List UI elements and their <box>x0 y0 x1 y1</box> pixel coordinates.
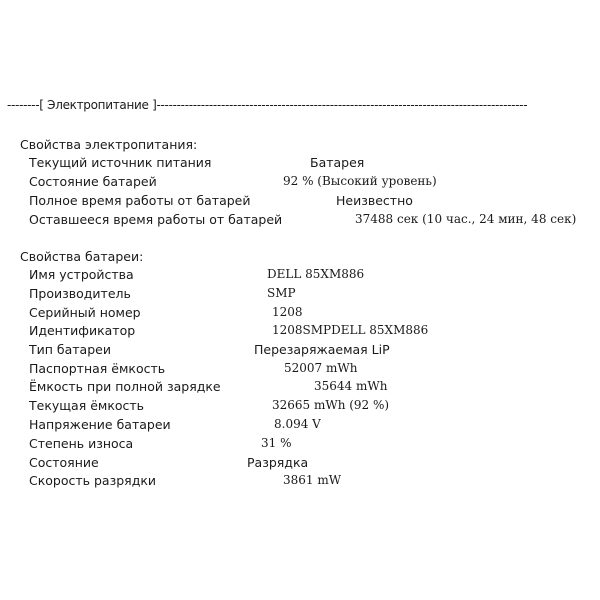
row-label: Состояние батарей <box>29 174 157 189</box>
row-label: Текущий источник питания <box>29 155 212 170</box>
row-label: Производитель <box>29 286 131 301</box>
battery-row-wear-level <box>0 436 600 454</box>
row-label: Паспортная ёмкость <box>29 361 166 376</box>
row-label: Напряжение батареи <box>29 417 171 432</box>
power-row-full-runtime <box>0 193 600 211</box>
row-value: 31 % <box>261 436 292 450</box>
row-value: 32665 mWh (92 %) <box>272 398 390 412</box>
row-label: Скорость разрядки <box>29 473 157 488</box>
row-label: Идентификатор <box>29 323 136 338</box>
section-header-power: --------[ Электропитание ]-------------------------------------------------------------------------------------------- <box>7 98 528 112</box>
row-label: Серийный номер <box>29 305 141 320</box>
row-value: 3861 mW <box>283 473 342 487</box>
row-value: 1208 <box>272 305 303 319</box>
battery-row-serial <box>0 305 600 323</box>
row-label: Степень износа <box>29 436 134 451</box>
battery-row-type <box>0 342 600 360</box>
row-value: Перезаряжаемая LiP <box>254 342 390 357</box>
battery-row-voltage <box>0 417 600 435</box>
row-value: Разрядка <box>247 455 309 470</box>
row-label: Имя устройства <box>29 267 134 282</box>
row-value: Неизвестно <box>336 193 413 208</box>
battery-row-current-capacity <box>0 398 600 416</box>
row-value: 35644 mWh <box>314 379 388 393</box>
row-value: 52007 mWh <box>284 361 358 375</box>
row-value: 8.094 V <box>274 417 321 431</box>
battery-row-full-charge-capacity <box>0 379 600 397</box>
battery-properties-title: Свойства батареи: <box>20 249 144 264</box>
power-row-source <box>0 155 600 173</box>
row-label: Полное время работы от батарей <box>29 193 251 208</box>
row-value: DELL 85XM886 <box>267 267 365 281</box>
row-label: Ёмкость при полной зарядке <box>29 379 221 394</box>
row-value: 1208SMPDELL 85XM886 <box>272 323 429 337</box>
row-value: 92 % (Высокий уровень) <box>283 174 437 188</box>
row-label: Тип батареи <box>29 342 111 357</box>
battery-row-identifier <box>0 323 600 341</box>
row-value: Батарея <box>310 155 365 170</box>
row-value: SMP <box>267 286 296 300</box>
battery-row-manufacturer <box>0 286 600 304</box>
row-label: Оставшееся время работы от батарей <box>29 212 283 227</box>
power-properties-title: Свойства электропитания: <box>20 137 198 152</box>
battery-row-design-capacity <box>0 361 600 379</box>
row-label: Текущая ёмкость <box>29 398 145 413</box>
row-value: 37488 сек (10 час., 24 мин, 48 сек) <box>355 212 577 226</box>
power-row-battery-status <box>0 174 600 192</box>
power-row-remaining-runtime <box>0 212 600 230</box>
battery-row-device-name <box>0 267 600 285</box>
row-label: Состояние <box>29 455 99 470</box>
battery-row-state <box>0 455 600 473</box>
battery-row-discharge-rate <box>0 473 600 491</box>
